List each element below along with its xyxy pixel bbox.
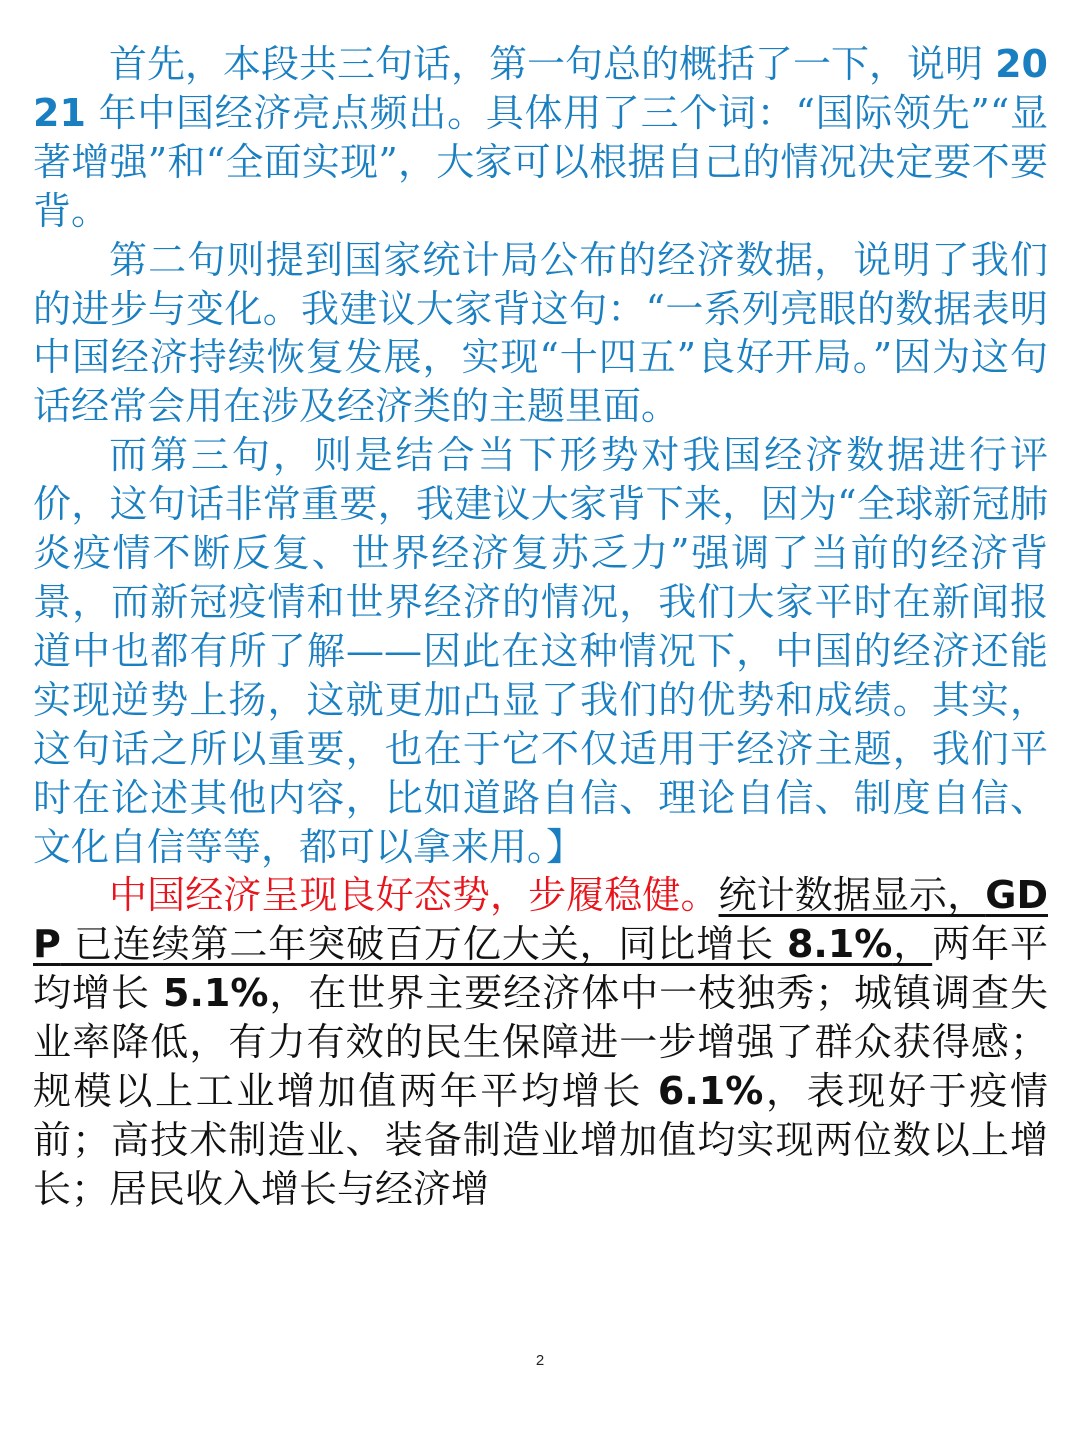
page-number: 2 (535, 1352, 545, 1369)
latin-run: 6.1% (657, 1069, 764, 1114)
latin-run: 8.1% (786, 922, 893, 967)
paragraph-continuation: 两年平均增长 5.1%，在世界主要经济体中一枝独秀；城镇调查失业率降低，有力有效的民生保障进一步增强了群众获得感；规模以上工业增加值两年平均增长 6.1%，表现好于疫情前；高技术制造业、装备制造业增加值均实现两位数以上增长；居民收入增长与经济增 (33, 922, 1048, 1211)
latin-run: 2021 (33, 42, 1048, 135)
underlined-sentence: 统计数据显示，GDP 已连续第二年突破百万亿大关，同比增长 8.1%， (33, 873, 1048, 967)
latin-run: GDP (33, 873, 1048, 967)
document-body (33, 40, 1048, 1214)
commentary-paragraph-1: 首先，本段共三句话，第一句总的概括了一下，说明 2021 年中国经济亮点频出。具体用了三个词：“国际领先”“显著增强”和“全面实现”，大家可以根据自己的情况决定要不要背。 (33, 42, 1048, 233)
latin-run: 5.1% (163, 971, 269, 1016)
commentary-paragraph-2: 第二句则提到国家统计局公布的经济数据，说明了我们的进步与变化。我建议大家背这句：“一系列亮眼的数据表明中国经济持续恢复发展，实现“十四五”良好开局。”因为这句话经常会用在涉及经济类的主题里面。 (33, 237, 1048, 429)
commentary-paragraph-3: 而第三句，则是结合当下形势对我国经济数据进行评价，这句话非常重要，我建议大家背下来，因为“全球新冠肺炎疫情不断反复、世界经济复苏乏力”强调了当前的经济背景，而新冠疫情和世界经济的情况，我们大家平时在新闻报道中也都有所了解——因此在这种情况下，中国的经济还能实现逆势上扬，这就更加凸显了我们的优势和成绩。其实，这句话之所以重要，也在于它不仅适用于经济主题，我们平时在论述其他内容，比如道路自信、理论自信、制度自信、文化自信等等，都可以拿来用。】 (33, 433, 1048, 869)
source-paragraph (33, 871, 1048, 1213)
highlighted-sentence: 中国经济呈现良好态势，步履稳健。 (109, 873, 719, 918)
